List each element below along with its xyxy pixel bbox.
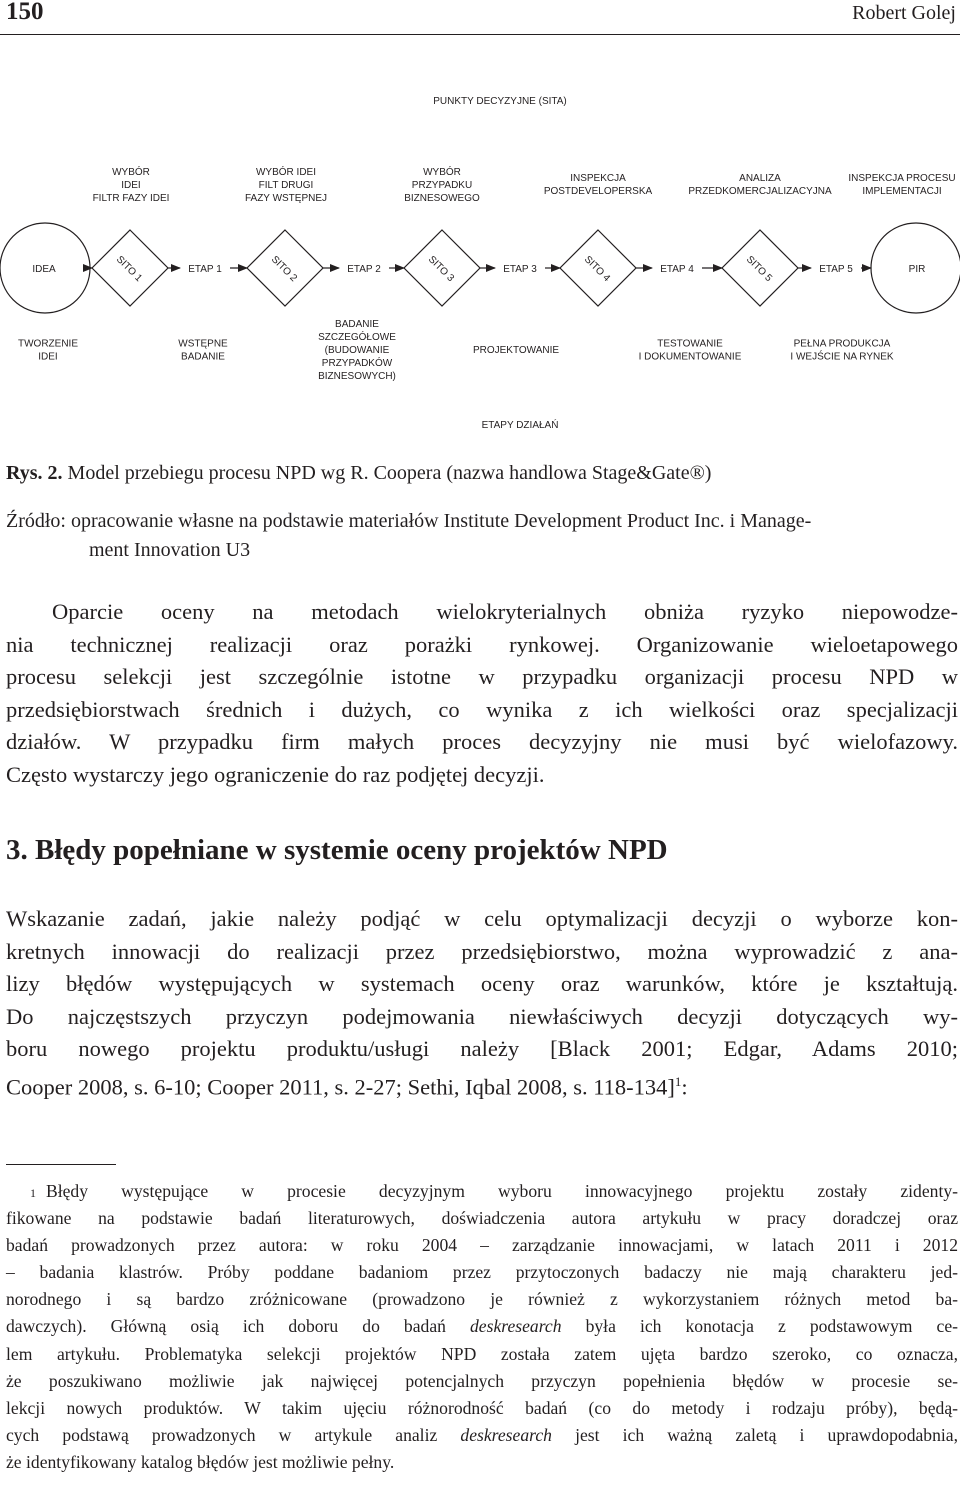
- page-header: [0, 0, 960, 36]
- footnote-line: – badania klastrów. Próby poddane badaniom przez przytoczonych badaczy nie mają charakteru jed-: [6, 1262, 958, 1283]
- footnote-reference: 1: [674, 1073, 682, 1089]
- decision-point-label: WYBÓR: [112, 167, 150, 178]
- activity-label: I DOKUMENTOWANIE: [638, 351, 742, 363]
- paragraph-line: Oparcie oceny na metodach wielokryterialnych obniża ryzyko niepowodze-: [52, 599, 958, 624]
- footnote-line: że poszukiwano możliwie jak najwięcej potencjalnych przyczyn popełnienia błędów w procesie se-: [6, 1370, 958, 1391]
- paragraph-line: nia technicznej realizacji oraz porażki rynkowej. Organizowanie wieloetapowego: [6, 631, 958, 657]
- activity-label: PROJEKTOWANIE: [472, 345, 560, 356]
- footnote: [6, 1178, 958, 1476]
- diagram-title: PUNKTY DECYZYJNE (SITA): [433, 96, 567, 107]
- figure-caption-text: Model przebiegu procesu NPD wg R. Coopera (nazwa handlowa Stage&Gate®): [62, 462, 712, 484]
- header-rule: [0, 34, 960, 35]
- footnote-line: lekcji nowych produktów. W takim ujęciu różnorodność badań (co do metody i rodzaju próby), będą-: [6, 1397, 958, 1418]
- activity-label: PEŁNA PRODUKCJA: [793, 338, 891, 350]
- gate-label: SITO 4: [581, 254, 612, 285]
- figure-source-line: ment Innovation U3: [89, 539, 251, 561]
- footnote-text: Błędy występujące w procesie decyzyjnym wyboru innowacyjnego projektu zostały zidenty-: [46, 1181, 958, 1201]
- decision-point-label: FILTR FAZY IDEI: [92, 193, 170, 204]
- figure-label: Rys. 2.: [6, 462, 63, 484]
- decision-point-label: IMPLEMENTACJI: [862, 186, 942, 197]
- footnote-line: [6, 1178, 958, 1205]
- decision-point-label: FILT DRUGI: [258, 180, 314, 191]
- paragraph-text: Cooper 2008, s. 6-10; Cooper 2011, s. 2-27; Sethi, Iqbal 2008, s. 118-134]: [6, 1074, 675, 1099]
- activity-label: I WEJŚCIE NA RYNEK: [790, 351, 894, 363]
- figure-source-line: Źródło: opracowanie własne na podstawie materiałów Institute Development Product Inc. i Manage-: [6, 510, 812, 532]
- footnote-text: była ich konotacja z podstawowym ce-: [561, 1316, 958, 1337]
- paragraph-line: Do najczęstszych przyczyn podejmowania niewłaściwych decyzji dotyczących wy-: [6, 1003, 958, 1029]
- footnote-line: że identyfikowany katalog błędów jest możliwie pełny.: [6, 1451, 395, 1472]
- gate-label: SITO 5: [743, 254, 774, 285]
- footnote-italic: deskresearch: [460, 1424, 552, 1445]
- activity-label: BADANIE: [181, 351, 225, 363]
- decision-point-label: INSPEKCJA PROCESU: [848, 173, 956, 184]
- stage-label: ETAP 2: [347, 264, 381, 275]
- paragraph-1: [6, 596, 958, 791]
- gate-label: SITO 2: [268, 254, 299, 285]
- decision-point-label: BIZNESOWEGO: [404, 193, 480, 204]
- stage-label: ETAP 1: [188, 264, 222, 275]
- activity-label: BIZNESOWYCH): [318, 371, 396, 382]
- activity-label: SZCZEGÓŁOWE: [318, 332, 396, 343]
- footnote-text: jest ich ważną zaletą i uprawdopodabnia,: [551, 1424, 958, 1445]
- footnote-text: cych podstawą prowadzonych w artykule analiz: [6, 1424, 461, 1445]
- stage-label: ETAP 5: [819, 264, 853, 275]
- footnote-line: lem artykułu. Problematyka selekcji projektów NPD została zatem ujęta bardzo szeroko, co oznacza,: [6, 1343, 958, 1364]
- stage-gate-diagram: [0, 80, 960, 430]
- footnote-italic: deskresearch: [470, 1316, 562, 1337]
- decision-point-label: PRZEDKOMERCJALIZACYJNA: [688, 186, 832, 197]
- running-head-author: Robert Golej: [852, 2, 956, 24]
- activity-label: BADANIE: [335, 319, 379, 330]
- decision-point-label: POSTDEVELOPERSKA: [543, 186, 653, 197]
- figure-source: [6, 507, 956, 565]
- footnote-line: norodnego i są bardzo zróżnicowane (prowadzono je również z wykorzystaniem różnych metod ba-: [6, 1289, 958, 1310]
- paragraph-line: Często wystarczy jego ograniczenie do raz podjętej decyzji.: [6, 761, 545, 787]
- footnote-rule: [6, 1164, 116, 1165]
- paragraph-line: boru nowego projektu produktu/usługi należy [Black 2001; Edgar, Adams 2010;: [6, 1036, 958, 1061]
- gate-label: SITO 1: [113, 254, 144, 285]
- activity-label: TESTOWANIE: [657, 338, 723, 350]
- paragraph-2: [6, 903, 958, 1104]
- decision-point-label: INSPEKCJA: [570, 173, 626, 184]
- decision-point-label: ANALIZA: [739, 173, 781, 184]
- stage-label: ETAP 3: [503, 264, 537, 275]
- footnote-text: dawczych). Główną osią ich doboru do badań: [6, 1316, 470, 1337]
- paragraph-line: przedsiębiorstwach średnich i dużych, co wynika z ich wielkości oraz specjalizacji: [6, 696, 958, 722]
- decision-point-label: WYBÓR IDEI: [255, 167, 317, 178]
- decision-point-label: FAZY WSTĘPNEJ: [244, 193, 328, 204]
- paragraph-line-last: [6, 1066, 958, 1104]
- footnote-line: badań prowadzonych przez autora: w roku 2004 – zarządzanie innowacjami, w latach 2011 i 2012: [6, 1235, 958, 1256]
- decision-point-label: WYBÓR: [423, 167, 461, 178]
- footnote-line: [6, 1313, 958, 1340]
- paragraph-line: lizy błędów występujących w systemach oceny oraz warunków, które je kształtują.: [6, 971, 958, 996]
- figure-caption: [6, 462, 711, 485]
- paragraph-line: Wskazanie zadań, jakie należy podjąć w celu optymalizacji decyzji o wyborze kon-: [6, 906, 958, 931]
- process-flow: [0, 223, 960, 313]
- activity-label: (BUDOWANIE: [324, 345, 390, 356]
- paragraph-line: działów. W przypadku firm małych proces decyzyjny nie musi być wielofazowy.: [6, 729, 958, 754]
- activity-label: WSTĘPNE: [178, 338, 228, 350]
- section-heading: 3. Błędy popełniane w systemie oceny projektów NPD: [6, 834, 668, 866]
- page-number: 150: [6, 0, 44, 25]
- footnote-line: [6, 1422, 958, 1449]
- activity-label: TWORZENIE: [18, 338, 78, 350]
- paragraph-colon: :: [681, 1074, 688, 1099]
- footnote-number: 1: [30, 1186, 36, 1200]
- paragraph-line: kretnych innowacji do realizacji przez przedsiębiorstwo, można wyprowadzić z ana-: [6, 938, 958, 964]
- pir-label: PIR: [908, 264, 926, 275]
- activity-label: PRZYPADKÓW: [321, 358, 393, 369]
- paragraph-line: procesu selekcji jest szczególnie istotne w przypadku organizacji procesu NPD w: [6, 664, 958, 689]
- activity-labels: [18, 319, 894, 382]
- diagram-footer: ETAPY DZIAŁAŃ: [481, 420, 559, 430]
- activity-label: IDEI: [38, 351, 58, 363]
- decision-point-labels: [93, 165, 956, 204]
- decision-point-label: PRZYPADKU: [411, 180, 473, 191]
- decision-point-label: IDEI: [121, 180, 141, 191]
- footnote-line: fikowane na podstawie badań literaturowych, doświadczenia autora artykułu w pracy doradczej oraz: [6, 1208, 958, 1229]
- idea-label: IDEA: [32, 264, 56, 275]
- gate-label: SITO 3: [425, 254, 456, 285]
- stage-label: ETAP 4: [660, 264, 694, 275]
